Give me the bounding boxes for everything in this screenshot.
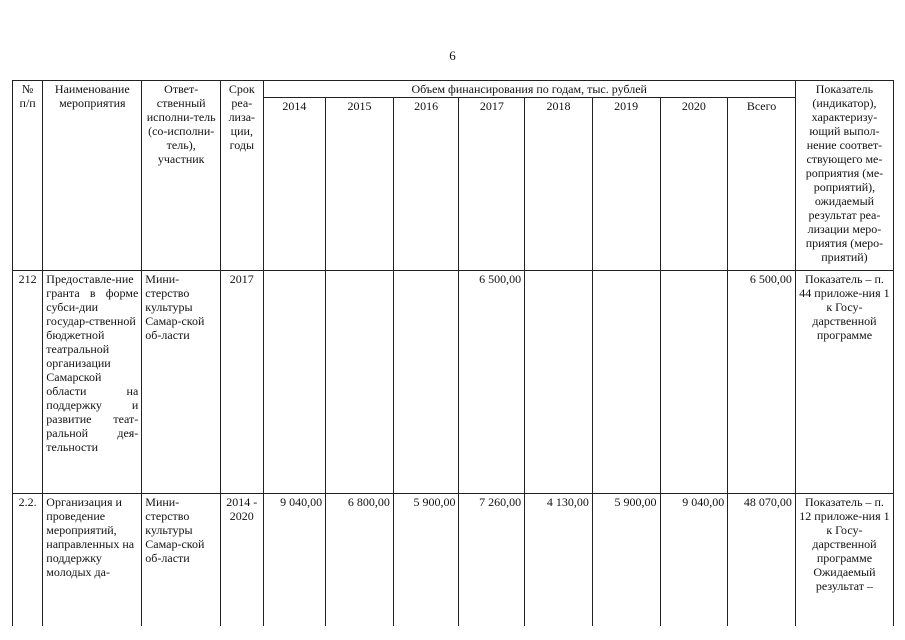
value-2018	[525, 271, 593, 494]
header-year-2015: 2015	[326, 98, 394, 271]
header-term: Срок реа-лиза-ции, годы	[221, 81, 263, 271]
header-year-2017: 2017	[459, 98, 525, 271]
value-2018: 4 130,00	[525, 494, 593, 627]
header-year-2018: 2018	[525, 98, 593, 271]
row-indicator: Показатель – п. 44 приложе-ния 1 к Госу-дарственной программе	[795, 271, 893, 494]
value-2015	[326, 271, 394, 494]
value-total: 48 070,00	[728, 494, 796, 627]
value-total: 6 500,00	[728, 271, 796, 494]
header-year-2019: 2019	[592, 98, 660, 271]
value-2017: 7 260,00	[459, 494, 525, 627]
value-2017: 6 500,00	[459, 271, 525, 494]
row-num: 2.2.	[13, 494, 43, 627]
header-num: № п/п	[13, 81, 43, 271]
row-name: Организация и проведение мероприятий, направленных на поддержку молодых да-	[43, 494, 142, 627]
value-2016	[393, 271, 459, 494]
header-year-2020: 2020	[660, 98, 728, 271]
header-name: Наименование мероприятия	[43, 81, 142, 271]
header-indicator: Показатель (индикатор), характеризу-ющий выпол-нение соответ-ствующего ме-роприятия (ме-роприятий), ожидаемый результат реа-лизации меро-приятия (меро-приятий)	[795, 81, 893, 271]
header-total: Всего	[728, 98, 796, 271]
value-2020	[660, 271, 728, 494]
row-term: 2017	[221, 271, 263, 494]
table-row	[13, 271, 894, 494]
funding-table	[12, 80, 894, 626]
value-2014: 9 040,00	[263, 494, 326, 627]
table-row	[13, 494, 894, 627]
value-2019	[592, 271, 660, 494]
row-name: Предоставле-ние гранта в форме субси-дии государ-ственной бюджетной театральной организации Самарской области на поддержку и развитие теат-ральной дея-тельности	[43, 271, 142, 494]
value-2014	[263, 271, 326, 494]
header-year-2016: 2016	[393, 98, 459, 271]
row-executor: Мини-стерство культуры Самар-ской об-ласти	[142, 494, 221, 627]
row-indicator: Показатель – п. 12 приложе-ния 1 к Госу-дарственной программе Ожидаемый результат –	[795, 494, 893, 627]
page-number: 6	[449, 48, 456, 63]
row-num: 212	[13, 271, 43, 494]
row-executor: Мини-стерство культуры Самар-ской об-ласти	[142, 271, 221, 494]
header-year-2014: 2014	[263, 98, 326, 271]
value-2020: 9 040,00	[660, 494, 728, 627]
header-executor: Ответ-ственный исполни-тель (со-исполни-тель), участник	[142, 81, 221, 271]
header-funding-group: Объем финансирования по годам, тыс. рублей	[263, 81, 795, 98]
value-2016: 5 900,00	[393, 494, 459, 627]
value-2015: 6 800,00	[326, 494, 394, 627]
value-2019: 5 900,00	[592, 494, 660, 627]
row-term: 2014 - 2020	[221, 494, 263, 627]
